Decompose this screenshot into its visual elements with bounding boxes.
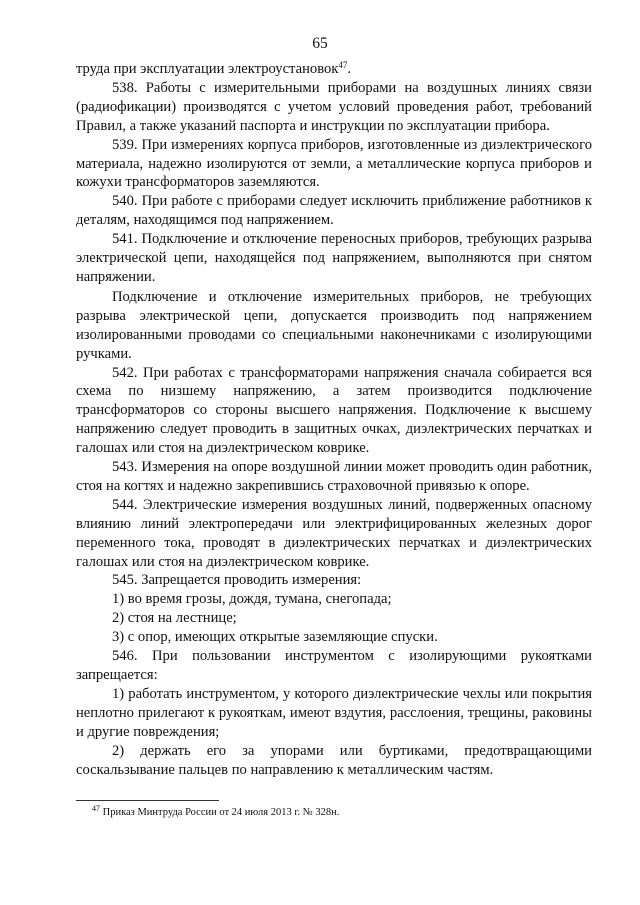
paragraph-541-cont: Подключение и отключение измерительных приборов, не требующих разрыва электрической цепи, допускается производить под напряжением изолированными проводами со специальными наконечниками с изолирующими ручками.: [76, 288, 592, 362]
paragraph-541: 541. Подключение и отключение переносных приборов, требующих разрыва электрической цепи, находящейся под напряжением, выполняются при снятом напряжении.: [76, 231, 592, 285]
footnote-mark: 47: [92, 804, 100, 813]
body-text: [76, 60, 592, 779]
paragraph-540: 540. При работе с приборами следует исключить приближение работников к деталям, находящимся под напряжением.: [76, 193, 592, 229]
paragraph-539: 539. При измерениях корпуса приборов, изготовленные из диэлектрического материала, надежно изолируются от земли, а металлические корпуса приборов и кожухи трансформаторов заземляются.: [76, 136, 592, 191]
list-item-545-1: 1) во время грозы, дождя, тумана, снегопада;: [112, 591, 392, 608]
paragraph-545: 545. Запрещается проводить измерения:: [112, 572, 362, 589]
footnote: [92, 806, 339, 819]
list-item-545-2: 2) стоя на лестнице;: [112, 610, 237, 627]
list-item-546-2: 2) держать его за упорами или буртиками, предотвращающими соскальзывание пальцев по направлению к металлическим частям.: [76, 742, 592, 778]
list-item-546-1: 1) работать инструментом, у которого диэлектрические чехлы или покрытия неплотно прилегают к рукояткам, имеют вздутия, расслоения, трещины, раковины и другие повреждения;: [76, 685, 592, 740]
paragraph-542: 542. При работах с трансформаторами напряжения сначала собирается вся схема по низшему напряжению, а затем производится подключение трансформаторов со стороны высшего напряжения. Подключение к высшему напряжению следует проводить в защитных очках, диэлектрических перчатках и галошах или стоя на диэлектрическом коврике.: [76, 364, 592, 457]
footnote-text: Приказ Минтруда России от 24 июля 2013 г. № 328н.: [100, 807, 340, 818]
continued-tail: .: [347, 61, 352, 77]
footnote-ref: 47: [338, 60, 348, 70]
paragraph-538: 538. Работы с измерительными приборами на воздушных линиях связи (радиофикации) производятся с учетом условий проведения работ, требований Правил, а также указаний паспорта и инструкции по эксплуатации прибора.: [76, 79, 592, 134]
paragraph-544: 544. Электрические измерения воздушных линий, подверженных опасному влиянию линий электропередачи или электрифицированных железных дорог переменного тока, проводят в диэлектрических перчатках и диэлектрических галошах или стоя на диэлектрическом коврике.: [76, 496, 592, 570]
page-number: 65: [312, 35, 328, 52]
continued-line: [76, 60, 592, 79]
paragraph-543: 543. Измерения на опоре воздушной линии может проводить один работник, стоя на когтях и надежно закрепившись страховочной привязью к опоре.: [76, 459, 592, 494]
list-item-545-3: 3) с опор, имеющих открытые заземляющие спуски.: [112, 629, 438, 646]
footnote-separator: [76, 800, 219, 801]
continued-text: труда при эксплуатации электроустановок: [76, 61, 339, 77]
paragraph-546: 546. При пользовании инструментом с изолирующими рукоятками запрещается:: [76, 648, 592, 683]
